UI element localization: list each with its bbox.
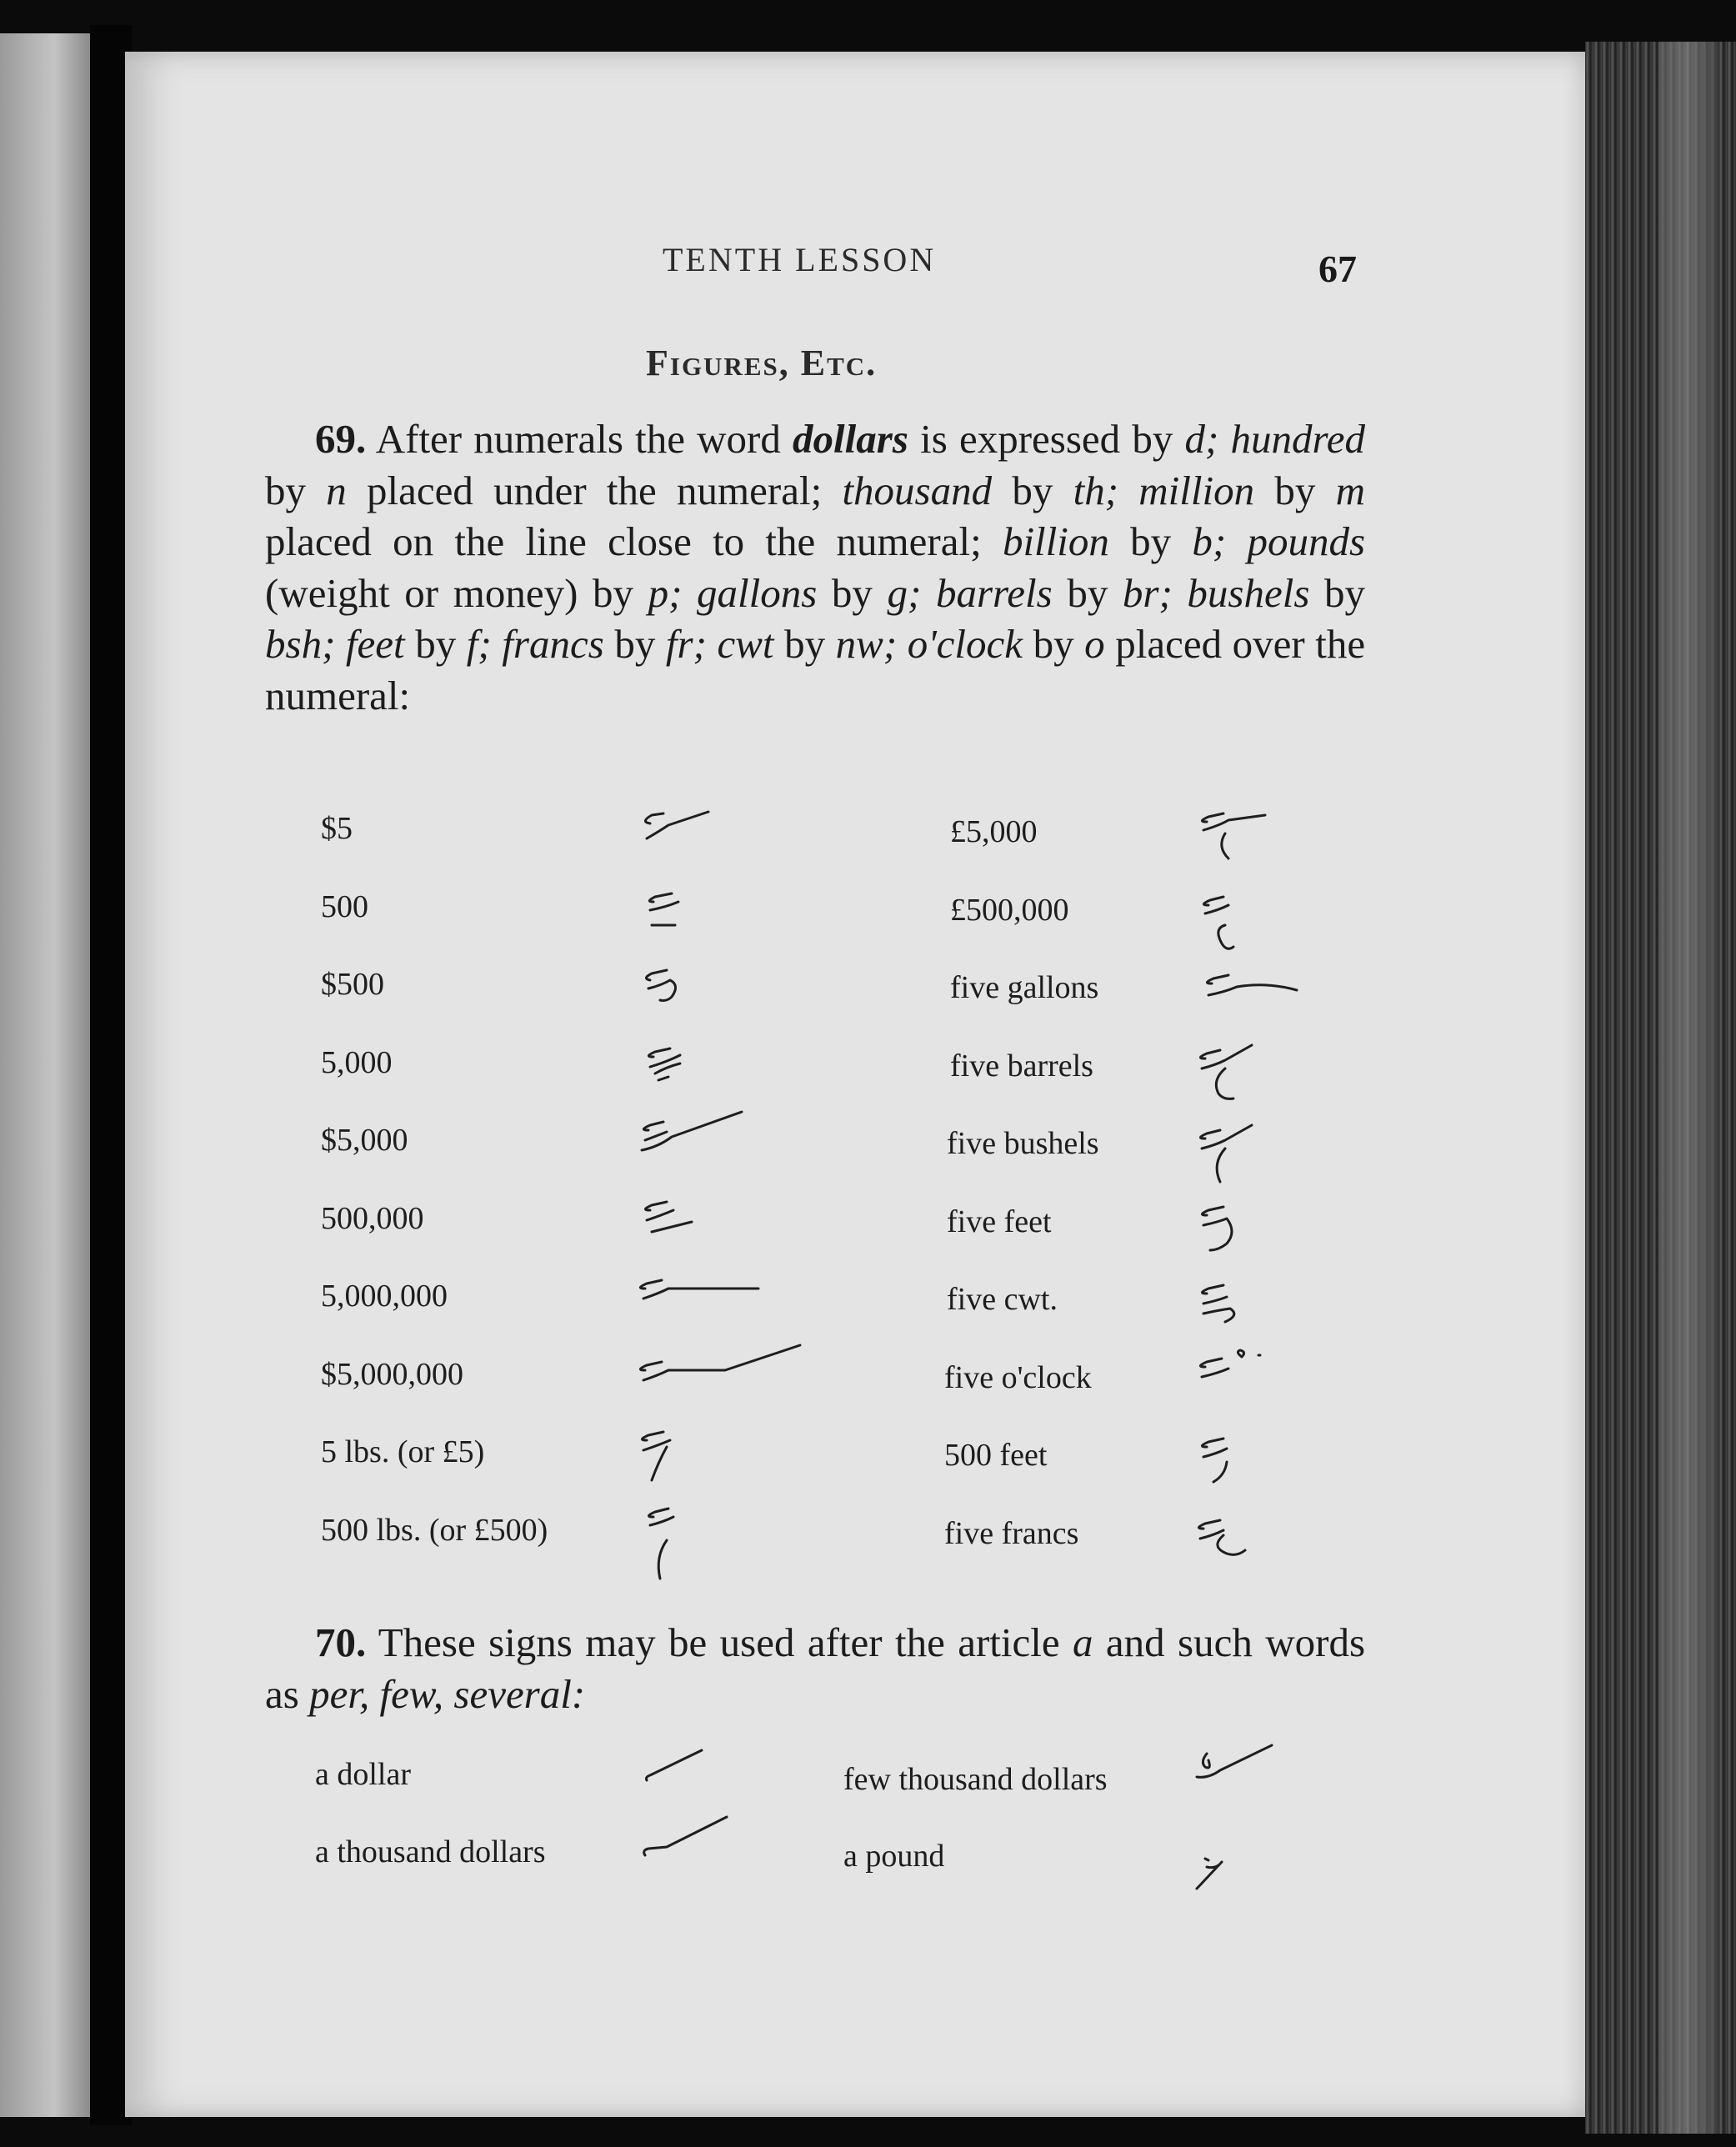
sign-row-label: 500 feet <box>944 1438 1048 1473</box>
paragraph-number: 70. <box>315 1619 367 1665</box>
text: placed over the numeral: <box>265 621 1366 718</box>
sign-row-label: five barrels <box>950 1048 1093 1084</box>
term: o <box>1084 621 1105 667</box>
section-title: Figures, Etc. <box>646 343 878 383</box>
shorthand-sign-icon <box>640 963 765 1055</box>
term: th; million <box>1073 467 1255 513</box>
text: by <box>614 621 656 667</box>
term: dollars <box>793 416 908 462</box>
sign-row-label: 5,000 <box>321 1045 393 1080</box>
text: by <box>415 621 457 667</box>
text: placed under the numeral; <box>367 467 823 513</box>
term: thousand <box>842 467 993 513</box>
sign-row-label: five gallons <box>950 970 1099 1005</box>
shorthand-sign-icon <box>1192 1344 1317 1435</box>
running-head: TENTH LESSON <box>663 241 937 278</box>
text: (weight or money) by <box>265 569 633 616</box>
text: by <box>1067 569 1108 616</box>
sign-row-label: five bushels <box>947 1126 1099 1161</box>
term: per, few, several: <box>309 1670 586 1717</box>
shorthand-sign-icon <box>1193 1849 1318 1940</box>
shorthand-sign-icon <box>633 1117 758 1209</box>
text: by <box>831 569 873 616</box>
paragraph-69 <box>265 413 1365 721</box>
sign-row-label: five cwt. <box>947 1282 1058 1317</box>
paragraph-70 <box>265 1617 1365 1719</box>
text: by <box>1274 467 1316 513</box>
text: by <box>1033 621 1074 667</box>
sign-row-label: 5 lbs. (or £5) <box>321 1434 485 1469</box>
sign-row-label: $5 <box>321 811 353 846</box>
sign-row-label: 500 lbs. (or £500) <box>321 1513 548 1548</box>
page-number: 67 <box>1318 248 1357 290</box>
text: by <box>265 467 306 513</box>
sign-row-label: few thousand dollars <box>843 1762 1108 1797</box>
term: b; pounds <box>1192 518 1366 564</box>
sign-row-label: a thousand dollars <box>315 1834 546 1869</box>
term: g; barrels <box>887 569 1053 616</box>
term: billion <box>1002 518 1109 564</box>
term: a <box>1073 1619 1093 1665</box>
text: by <box>1324 569 1366 616</box>
text: by <box>1130 518 1172 564</box>
left-page-edge <box>0 33 90 2117</box>
term: m <box>1335 467 1366 513</box>
sign-row-label: £5,000 <box>950 814 1038 849</box>
sign-row-label: 5,000,000 <box>321 1279 448 1314</box>
sign-row-label: a pound <box>843 1839 945 1874</box>
sign-row-label: $5,000 <box>321 1123 408 1158</box>
shorthand-sign-icon <box>633 807 758 898</box>
shorthand-sign-icon <box>640 1814 765 1905</box>
shorthand-sign-icon <box>642 1507 767 1599</box>
sign-row-label: $5,000,000 <box>321 1357 463 1392</box>
term: br; bushels <box>1122 569 1310 616</box>
sign-row-label: five feet <box>947 1204 1052 1239</box>
sign-row-label: $500 <box>321 967 384 1002</box>
text: by <box>1012 467 1053 513</box>
text: placed on the line close to the numeral; <box>265 518 982 564</box>
sign-row-label: five o'clock <box>944 1360 1092 1395</box>
text: is expressed by <box>920 416 1173 462</box>
text: and such words as <box>265 1619 1366 1717</box>
text: by <box>784 621 826 667</box>
shorthand-sign-icon <box>1193 1435 1318 1527</box>
term: fr; cwt <box>665 621 774 667</box>
text: After numerals the word <box>375 416 781 462</box>
term: bsh; feet <box>265 621 405 667</box>
text: These signs may be used after the article <box>378 1619 1060 1665</box>
term: d; hundred <box>1184 416 1366 462</box>
shorthand-sign-icon <box>1192 1742 1317 1834</box>
sign-row-label: a dollar <box>315 1757 412 1792</box>
sign-row-label: five francs <box>944 1516 1079 1551</box>
term: n <box>326 467 347 513</box>
shorthand-sign-icon <box>1192 808 1317 900</box>
sign-row-label: £500,000 <box>950 893 1069 928</box>
shorthand-sign-icon <box>1190 1517 1315 1609</box>
sign-row-label: 500 <box>321 889 368 924</box>
shorthand-sign-icon <box>1192 1047 1317 1139</box>
sign-row-label: 500,000 <box>321 1201 424 1236</box>
paragraph-number: 69. <box>315 416 367 462</box>
term: nw; o'clock <box>835 621 1023 667</box>
term: f; francs <box>466 621 604 667</box>
term: p; gallons <box>648 569 818 616</box>
page-stack-highlight <box>1658 42 1717 2134</box>
